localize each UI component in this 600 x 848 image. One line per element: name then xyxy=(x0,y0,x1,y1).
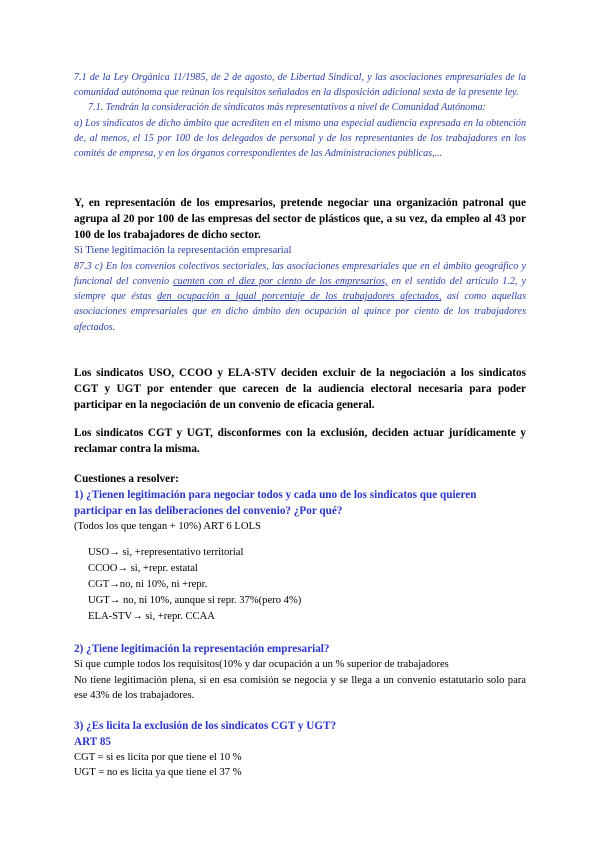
list-item: CCOO→ si, +repr. estatal xyxy=(88,563,198,575)
et-quote-underline-1: cuenten con el diez por ciento de los empresarios, xyxy=(173,275,388,287)
et-quote-end: así como aquellas asociaciones empresariales que en dicho ámbito den ocupación al quince por ciento de los trabajadores afectados. xyxy=(74,291,526,333)
list-item: ELA-STV→ si, +repr. CCAA xyxy=(88,611,215,623)
et-quote xyxy=(74,259,526,335)
et-quote-underline-2: den ocupación a igual porcentaje de los trabajadores afectados, xyxy=(157,291,442,303)
question-3-answer-2: UGT = no es licita ya que tiene el 37 % xyxy=(74,767,242,779)
quote-paragraph-2: 7.1. Tendrán la consideración de sindicatos más representativos a nivel de Comunidad Autónoma: xyxy=(88,102,486,114)
employers-statement: Y, en representación de los empresarios, pretende negociar una organización patronal que agrupa al 20 por 100 de las empresas del sector de plásticos que, a su vez, da empleo al 43 por 100 de los trabajadores de dicho sector. xyxy=(74,197,526,242)
question-2-answer-2: No tiene legitimación plena, si en esa comisión se negocia y se llega a un convenio estatutario solo para ese 43% de los trabajadores. xyxy=(74,674,526,702)
quote-paragraph-1: 7.1 de la Ley Orgánica 11/1985, de 2 de agosto, de Libertad Sindical, y las asociaciones empresariales de la comunidad autónoma que reúnan los requisitos señalados en la disposición adicional sexta de la presente ley. xyxy=(74,72,526,99)
employers-answer: Si Tiene legitimación la representación empresarial xyxy=(74,245,292,257)
question-2: 2) ¿Tiene legitimación la representación empresarial? xyxy=(74,643,330,656)
union-list xyxy=(74,545,526,625)
question-3-answer-1: CGT = si es licita por que tiene el 10 % xyxy=(74,751,242,763)
et-quote-start: 87.3 c) En los convenios colectivos sectoriales, las asociaciones empresariales que en el ámbito geográfico y funcional del convenio xyxy=(74,260,526,287)
question-1: 1) ¿Tienen legitimación para negociar todos y cada uno de los sindicatos que quieren participar en las deliberaciones del convenio? ¿Por qué? xyxy=(74,488,477,517)
facts-paragraph-2: Los sindicatos CGT y UGT, disconformes con la exclusión, deciden actuar jurídicamente y reclamar contra la misma. xyxy=(74,426,526,455)
list-item: UGT→ no, ni 10%, aunque si repr. 37%(pero 4%) xyxy=(88,595,302,607)
lols-quote xyxy=(74,70,526,161)
list-item: USO→ si, +representativo territorial xyxy=(88,547,244,559)
question-2-answer-1: Si que cumple todos los requisitos(10% y dar ocupación a un % superior de trabajadores xyxy=(74,659,449,671)
question-3-article: ART 85 xyxy=(74,735,112,748)
et-quote-middle: en el sentido del artículo 1.2, y siempre que éstas xyxy=(74,275,526,303)
quote-paragraph-3: a) Los sindicatos de dicho ámbito que acrediten en el mismo una especial audiencia expresada en la obtención de, al menos, el 15 por 100 de los delegados de personal y de los representantes de los trabajadores en los comités de empresa, y en los órganos correspondientes de las Administraciones públicas,... xyxy=(74,117,526,160)
question-1-note: (Todos los que tengan + 10%) ART 6 LOLS xyxy=(74,520,261,532)
facts-paragraph-1: Los sindicatos USO, CCOO y ELA-STV deciden excluir de la negociación a los sindicatos CGT y UGT por entender que carecen de la audiencia electoral necesaria para poder participar en la negociación de un convenio de eficacia general. xyxy=(74,366,526,411)
questions-heading: Cuestiones a resolver: xyxy=(74,472,179,485)
question-3: 3) ¿Es licita la exclusión de los sindicatos CGT y UGT? xyxy=(74,719,337,732)
list-item: CGT→no, ni 10%, ni +repr. xyxy=(88,579,208,591)
